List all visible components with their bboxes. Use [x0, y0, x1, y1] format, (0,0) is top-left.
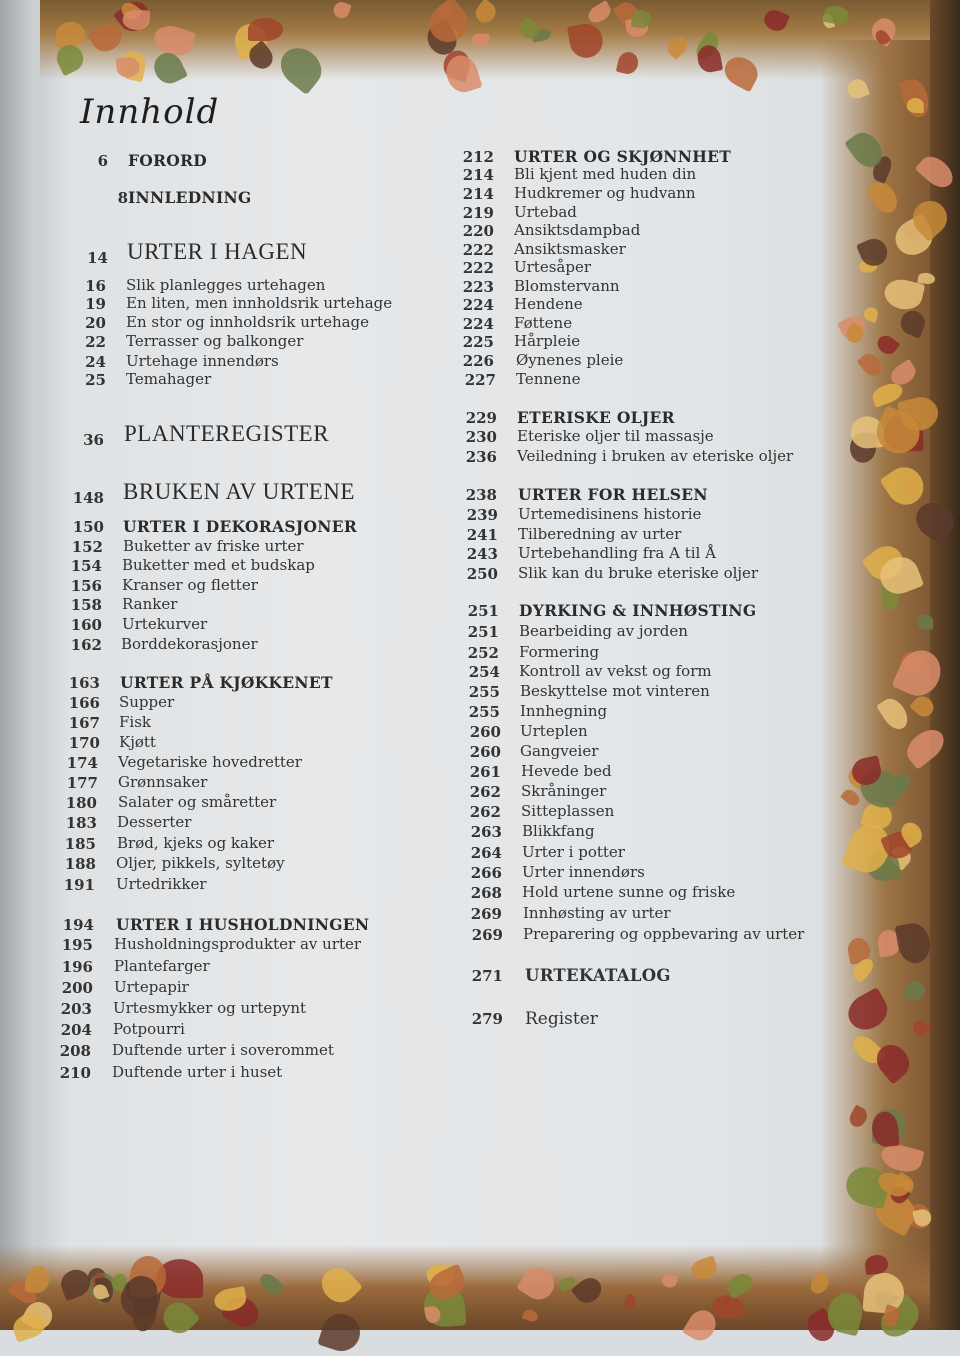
toc-page-number: 152 [71, 538, 103, 556]
toc-page-number: 225 [462, 333, 494, 351]
toc-entry-title: Ranker [122, 595, 178, 613]
toc-entry-title: URTER I HUSHOLDNINGEN [116, 915, 370, 934]
toc-entry-title: Slik kan du bruke eteriske oljer [518, 564, 759, 582]
toc-page-number: 230 [465, 428, 497, 446]
toc-page-number: 263 [470, 823, 502, 841]
toc-page-number: 236 [465, 448, 497, 466]
toc-page-number: 239 [466, 506, 498, 524]
toc-entry-title: Ansiktsdampbad [514, 221, 641, 239]
toc-entry-title: Brød, kjeks og kaker [117, 834, 275, 852]
toc-entry-title: Hevede bed [521, 762, 612, 780]
toc-page-number: 163 [68, 674, 100, 692]
toc-entry-title: URTER I DEKORASJONER [123, 517, 358, 536]
toc-page-number: 260 [469, 743, 501, 761]
toc-page-number: 271 [471, 967, 503, 985]
toc-page-number: 204 [60, 1021, 92, 1039]
toc-page-number: 177 [66, 774, 98, 792]
toc-entry-title: DYRKING & INNHØSTING [519, 601, 757, 620]
toc-entry-title: Urter i potter [522, 843, 625, 861]
toc-entry-title: Buketter av friske urter [123, 537, 304, 555]
toc-page-number: 167 [68, 714, 100, 732]
toc-page-number: 166 [68, 694, 100, 712]
toc-page-number: 224 [462, 296, 494, 314]
toc-entry-title: Bli kjent med huden din [514, 165, 697, 183]
toc-entry-title: Kranser og fletter [122, 576, 258, 594]
toc-entry-title: Beskyttelse mot vinteren [520, 682, 710, 700]
toc-entry-title: Temahager [126, 370, 212, 388]
toc-entry-title: Veiledning i bruken av eteriske oljer [517, 447, 794, 465]
toc-page-number: 183 [65, 814, 97, 832]
toc-page-number: 158 [70, 596, 102, 614]
toc-entry-title: Kjøtt [119, 733, 156, 751]
toc-page-number: 219 [462, 204, 494, 222]
toc-page-number: 156 [70, 577, 102, 595]
toc-entry-title: Urtepapir [114, 978, 189, 996]
toc-entry-title: Grønnsaker [118, 773, 208, 791]
toc-entry-title: Urtesmykker og urtepynt [113, 999, 307, 1017]
toc-page-number: 196 [61, 958, 93, 976]
toc-entry-title: Register [525, 1009, 598, 1029]
toc-page-number: 203 [60, 1000, 92, 1018]
toc-page-number: 229 [465, 409, 497, 427]
toc-entry-title: Urtebad [514, 203, 577, 221]
toc-page-number: 160 [70, 616, 102, 634]
toc-page-number: 251 [467, 623, 499, 641]
toc-page-number: 226 [462, 352, 494, 370]
toc-page-number: 262 [469, 803, 501, 821]
toc-entry-title: Preparering og oppbevaring av urter [523, 925, 805, 943]
flower-petal [918, 615, 934, 630]
toc-page-number: 16 [85, 277, 106, 295]
toc-page-number: 269 [471, 926, 503, 944]
toc-entry-title: Terrasser og balkonger [126, 332, 304, 350]
toc-page-number: 255 [468, 683, 500, 701]
toc-page-number: 252 [467, 644, 499, 662]
toc-page-number: 269 [470, 905, 502, 923]
toc-page-number: 260 [469, 723, 501, 741]
toc-page-number: 214 [462, 166, 494, 184]
toc-entry-title: PLANTEREGISTER [124, 421, 330, 446]
toc-entry-title: Urtesåper [514, 258, 592, 276]
toc-entry-title: Urtedrikker [116, 875, 207, 893]
toc-page-number: 227 [464, 371, 496, 389]
flower-petal [907, 98, 925, 113]
toc-page-number: 20 [85, 314, 106, 332]
toc-entry-title: ETERISKE OLJER [517, 408, 675, 427]
toc-entry-title: URTER PÅ KJØKKENET [120, 673, 333, 692]
toc-entry-title: Skråninger [521, 782, 607, 800]
toc-page-number: 6 [97, 152, 108, 170]
toc-page-number: 261 [469, 763, 501, 781]
toc-entry-title: Urtekurver [122, 615, 208, 633]
toc-page-number: 208 [59, 1042, 91, 1060]
toc-entry-title: Potpourri [113, 1020, 185, 1038]
toc-entry-title: Hudkremer og hudvann [514, 184, 696, 202]
toc-page-number: 268 [470, 884, 502, 902]
page-title: Innhold [80, 92, 220, 132]
toc-page-number: 222 [462, 241, 494, 259]
toc-entry-title: Urtemedisinens historie [518, 505, 702, 523]
toc-page-number: 22 [85, 333, 106, 351]
toc-page-number: 262 [469, 783, 501, 801]
toc-entry-title: Duftende urter i soverommet [112, 1041, 334, 1059]
toc-page-number: 210 [59, 1064, 91, 1082]
toc-page-number: 36 [83, 431, 104, 449]
toc-entry-title: Hendene [514, 295, 583, 313]
toc-page-number: 185 [64, 835, 96, 853]
toc-page-number: 200 [61, 979, 93, 997]
toc-entry-title: Oljer, pikkels, syltetøy [116, 854, 285, 872]
toc-page-number: 255 [468, 703, 500, 721]
toc-entry-title: Kontroll av vekst og form [519, 662, 712, 680]
toc-entry-title: Hold urtene sunne og friske [522, 883, 736, 901]
toc-entry-title: Hårpleie [514, 332, 581, 350]
toc-page-number: 238 [465, 486, 497, 504]
toc-entry-title: Ansiktsmasker [514, 240, 626, 258]
toc-entry-title: En stor og innholdsrik urtehage [126, 313, 370, 331]
toc-entry-title: Urtehage innendørs [126, 352, 279, 370]
toc-page-number: 191 [63, 876, 95, 894]
toc-page-number: 264 [470, 844, 502, 862]
book-spine [0, 0, 55, 1330]
toc-page-number: 150 [72, 518, 104, 536]
toc-page-number: 188 [64, 855, 96, 873]
toc-page-number: 251 [467, 602, 499, 620]
toc-entry-title: Plantefarger [114, 957, 210, 975]
toc-page-number: 174 [66, 754, 98, 772]
toc-entry-title: URTER I HAGEN [127, 239, 308, 264]
toc-page-number: 212 [462, 148, 494, 166]
toc-entry-title: Borddekorasjoner [121, 635, 258, 653]
toc-page-number: 148 [72, 489, 104, 507]
toc-entry-title: En liten, men innholdsrik urtehage [126, 294, 393, 312]
toc-page-number: 170 [68, 734, 100, 752]
toc-entry-title: Buketter med et budskap [122, 556, 315, 574]
toc-entry-title: Formering [519, 643, 600, 661]
toc-page-number: 19 [85, 295, 106, 313]
toc-entry-title: Duftende urter i huset [112, 1063, 283, 1081]
toc-page-number: 224 [462, 315, 494, 333]
toc-page-number: 195 [61, 936, 93, 954]
toc-entry-title: Vegetariske hovedretter [118, 753, 302, 771]
toc-entry-title: Gangveier [520, 742, 599, 760]
toc-entry-title: Bearbeiding av jorden [519, 622, 688, 640]
toc-entry-title: Sitteplassen [521, 802, 615, 820]
toc-entry-title: Urtebehandling fra A til Å [518, 544, 716, 562]
toc-entry-title: Føttene [514, 314, 573, 332]
toc-entry-title: Blikkfang [522, 822, 595, 840]
toc-entry-title: Innhegning [520, 702, 608, 720]
toc-entry-title: Innhøsting av urter [523, 904, 671, 922]
toc-page-number: 223 [462, 278, 494, 296]
toc-page-number: 14 [87, 249, 108, 267]
toc-page-number: 243 [466, 545, 498, 563]
toc-entry-title: INNLEDNING [128, 188, 252, 207]
toc-entry-title: Tennene [516, 370, 581, 388]
toc-entry-title: URTER FOR HELSEN [518, 485, 708, 504]
toc-entry-title: Supper [119, 693, 175, 711]
flower-petal [248, 18, 283, 42]
toc-entry-title: Husholdningsprodukter av urter [114, 935, 362, 953]
toc-page-number: 154 [70, 557, 102, 575]
toc-page-number: 8 [117, 189, 128, 207]
toc-entry-title: BRUKEN AV URTENE [123, 479, 355, 504]
toc-entry-title: Eteriske oljer til massasje [517, 427, 714, 445]
toc-entry-title: Øynenes pleie [516, 351, 624, 369]
toc-entry-title: Salater og småretter [118, 793, 277, 811]
toc-entry-title: URTEKATALOG [525, 966, 671, 985]
toc-entry-title: URTER OG SKJØNNHET [514, 147, 732, 166]
toc-page-number: 266 [470, 864, 502, 882]
toc-entry-title: Urter innendørs [522, 863, 645, 881]
toc-page-number: 254 [468, 663, 500, 681]
toc-entry-title: Urteplen [520, 722, 588, 740]
toc-entry-title: Slik planlegges urtehagen [126, 276, 326, 294]
toc-page-number: 220 [462, 222, 494, 240]
toc-entry-title: Desserter [117, 813, 192, 831]
toc-page-number: 194 [62, 916, 94, 934]
toc-page-number: 214 [462, 185, 494, 203]
toc-page-number: 279 [471, 1010, 503, 1028]
toc-entry-title: Fisk [119, 713, 151, 731]
flower-petal [472, 33, 489, 46]
toc-page-number: 180 [65, 794, 97, 812]
toc-page-number: 241 [466, 526, 498, 544]
toc-entry-title: FORORD [128, 151, 208, 170]
toc-page-number: 222 [462, 259, 494, 277]
toc-page-number: 25 [85, 371, 106, 389]
toc-page-number: 24 [85, 353, 106, 371]
toc-entry-title: Tilberedning av urter [518, 525, 682, 543]
toc-page-number: 250 [466, 565, 498, 583]
toc-page-number: 162 [70, 636, 102, 654]
toc-entry-title: Blomstervann [514, 277, 620, 295]
